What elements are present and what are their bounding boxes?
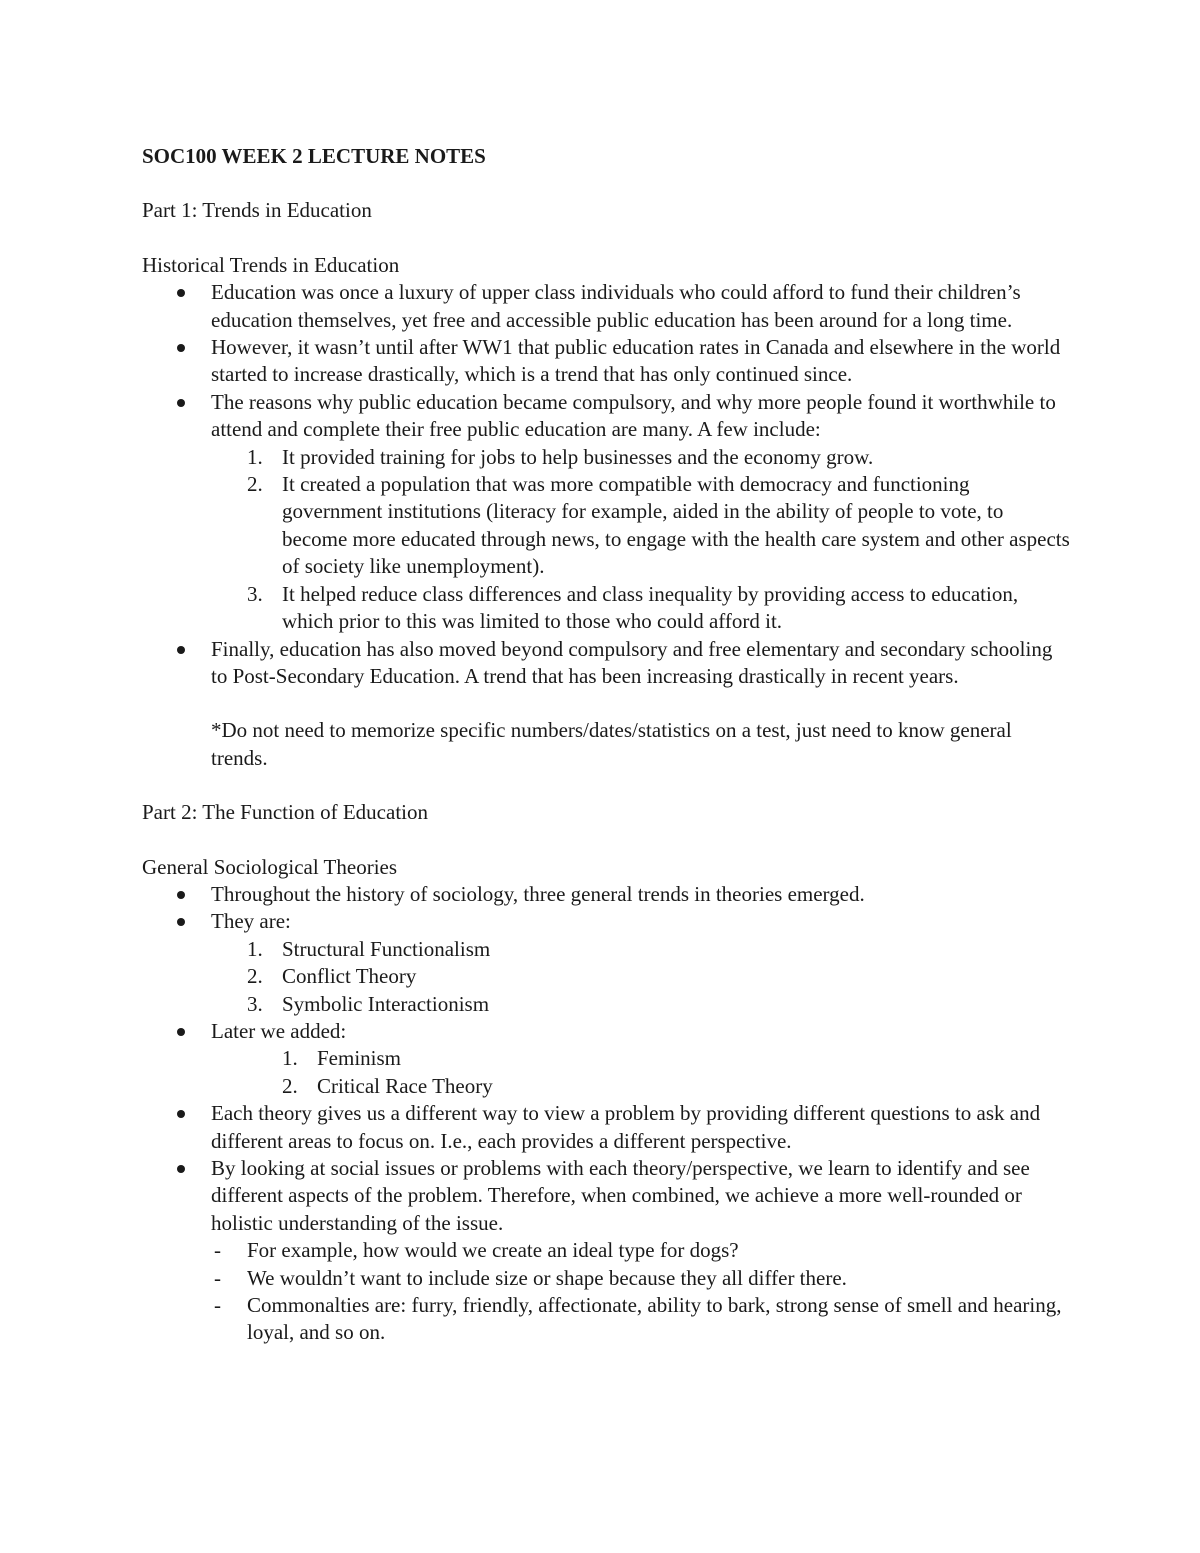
numbered-item: 3. It helped reduce class differences and class inequality by providing access to education, which prior to this was limited to those who could afford it.	[247, 581, 1019, 634]
dash-item: - For example, how would we create an ideal type for dogs?	[214, 1238, 739, 1263]
bullet-icon	[177, 646, 185, 654]
numbered-item: 1. Structural Functionalism	[247, 936, 491, 961]
list-item: By looking at social issues or problems with each theory/perspective, we learn to identify and see different aspects of the problem. Therefore, when combined, we achieve a more well-rounded or holistic understanding of the issue. - For example, how would we create an ideal type for dogs? - We wouldn’t want to include size or shape because they all differ there. - Commonalties are: furry, friendly, affectionate, ability to bark, strong sense of smell and hearing, loyal, and so on.	[142, 1155, 1072, 1347]
part1-heading: Part 1: Trends in Education	[142, 198, 372, 223]
test-note: *Do not need to memorize specific numbers/dates/statistics on a test, just need to know general trends.	[211, 718, 1012, 770]
bullet-icon	[177, 1165, 185, 1173]
bullet-icon	[177, 918, 185, 926]
list-item: Each theory gives us a different way to view a problem by providing different questions to ask and different areas to focus on. I.e., each provides a different perspective.	[142, 1100, 1072, 1155]
list-item: Finally, education has also moved beyond compulsory and free elementary and secondary schooling to Post-Secondary Education. A trend that has been increasing drastically in recent years.	[142, 636, 1072, 691]
document-title: SOC100 WEEK 2 LECTURE NOTES	[142, 144, 486, 168]
numbered-item: 1. It provided training for jobs to help businesses and the economy grow.	[247, 444, 874, 469]
dash-item: - Commonalties are: furry, friendly, affectionate, ability to bark, strong sense of smell and hearing, loyal, and so on.	[214, 1293, 1062, 1345]
bullet-icon	[177, 399, 185, 407]
list-item: Education was once a luxury of upper class individuals who could afford to fund their children’s education themselves, yet free and accessible public education has been around for a long time.	[142, 279, 1072, 334]
numbered-item: 2. Critical Race Theory	[282, 1073, 493, 1098]
bullet-icon	[177, 1028, 185, 1036]
list-item: They are: 1. Structural Functionalism 2. Conflict Theory 3. Symbolic Interactionism	[142, 908, 1072, 1018]
bullet-icon	[177, 289, 185, 297]
dash-item: - We wouldn’t want to include size or shape because they all differ there.	[214, 1265, 847, 1290]
numbered-item: 3. Symbolic Interactionism	[247, 991, 490, 1016]
bullet-icon	[177, 1110, 185, 1118]
part1-subheading: Historical Trends in Education	[142, 252, 400, 277]
list-item: The reasons why public education became compulsory, and why more people found it worthwhile to attend and complete their free public education are many. A few include: 1. It provided training for jobs to help businesses and the economy grow. 2. It created a population that was more compatible with democracy and functioning government institutions (literacy for example, aided in the ability of people to vote, to become more educated through news, to engage with the health care system and other aspects of society like unemployment). 3. It helped reduce class differences and class inequality by providing access to education, which prior to this was limited to those who could afford it.	[142, 389, 1072, 636]
numbered-item: 1. Feminism	[282, 1046, 402, 1071]
list-item: However, it wasn’t until after WW1 that public education rates in Canada and elsewhere in the world started to increase drastically, which is a trend that has only continued since.	[142, 334, 1072, 389]
numbered-item: 2. It created a population that was more compatible with democracy and functioning government institutions (literacy for example, aided in the ability of people to vote, to become more educated through news, to engage with the health care system and other aspects of society like unemployment).	[247, 472, 1070, 579]
numbered-item: 2. Conflict Theory	[247, 964, 417, 989]
list-item: Later we added: 1. Feminism 2. Critical Race Theory	[142, 1018, 1072, 1100]
bullet-icon	[177, 891, 185, 899]
part2-bullet-list	[142, 881, 1072, 1347]
bullet-icon	[177, 344, 185, 352]
part2-subheading: General Sociological Theories	[142, 854, 398, 879]
list-item: Throughout the history of sociology, three general trends in theories emerged.	[142, 881, 1072, 908]
part1-bullet-list	[142, 279, 1072, 690]
document-page	[142, 143, 1072, 1347]
part2-heading: Part 2: The Function of Education	[142, 800, 428, 825]
